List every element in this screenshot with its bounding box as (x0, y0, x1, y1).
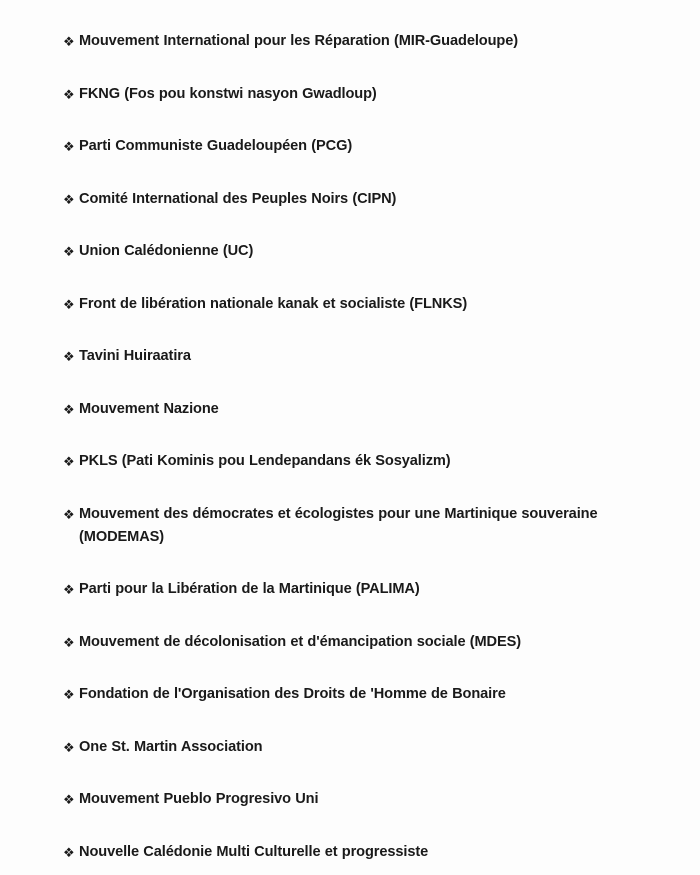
diamond-bullet-icon: ❖ (63, 454, 75, 469)
diamond-bullet-icon: ❖ (63, 191, 75, 207)
list-item (40, 293, 660, 316)
diamond-bullet-icon: ❖ (63, 506, 75, 522)
list-item (40, 788, 660, 811)
diamond-bullet-icon: ❖ (63, 582, 75, 597)
organization-list (40, 30, 660, 864)
list-item-label: Mouvement Nazione (79, 400, 219, 417)
diamond-bullet-icon: ❖ (63, 844, 75, 860)
diamond-bullet-icon: ❖ (63, 401, 75, 417)
list-item-label: Front de libération nationale kanak et socialiste (FLNKS) (79, 295, 468, 312)
list-item (40, 503, 660, 549)
list-item-label: Comité International des Peuples Noirs (CIPN) (79, 190, 397, 207)
list-item (40, 188, 660, 211)
diamond-bullet-icon: ❖ (63, 687, 75, 702)
list-item (40, 450, 660, 473)
list-item (40, 683, 660, 706)
diamond-bullet-icon: ❖ (63, 739, 75, 755)
list-item-label: One St. Martin Association (79, 738, 263, 755)
list-item-label: Parti Communiste Guadeloupéen (PCG) (79, 138, 353, 154)
list-item-label: Parti pour la Libération de la Martinique (PALIMA) (79, 581, 420, 597)
list-item (40, 345, 660, 368)
list-item (40, 135, 660, 158)
list-item-label: Mouvement des démocrates et écologistes pour une Martinique souveraine (MODEMAS) (79, 505, 598, 545)
list-item (40, 631, 660, 654)
diamond-bullet-icon: ❖ (63, 86, 75, 102)
list-item (40, 398, 660, 421)
list-item (40, 578, 660, 601)
list-item-label: PKLS (Pati Kominis pou Lendepandans ék Sosyalizm) (79, 453, 451, 469)
list-item-label: Mouvement Pueblo Progresivo Uni (79, 791, 319, 807)
list-item (40, 841, 660, 864)
diamond-bullet-icon: ❖ (63, 34, 75, 49)
list-item-label: Union Calédonienne (UC) (79, 243, 254, 259)
list-item (40, 240, 660, 263)
list-item-label: Mouvement International pour les Réparation (MIR-Guadeloupe) (79, 33, 519, 49)
diamond-bullet-icon: ❖ (63, 139, 75, 154)
diamond-bullet-icon: ❖ (63, 244, 75, 259)
list-item-label: FKNG (Fos pou konstwi nasyon Gwadloup) (79, 85, 377, 102)
diamond-bullet-icon: ❖ (63, 349, 75, 364)
list-item (40, 30, 660, 53)
diamond-bullet-icon: ❖ (63, 634, 75, 650)
list-item-label: Tavini Huiraatira (79, 348, 191, 364)
list-item-label: Mouvement de décolonisation et d'émancipation sociale (MDES) (79, 633, 522, 650)
list-item (40, 83, 660, 106)
list-item (40, 736, 660, 759)
diamond-bullet-icon: ❖ (63, 792, 75, 807)
list-item-label: Fondation de l'Organisation des Droits de 'Homme de Bonaire (79, 686, 506, 702)
list-item-label: Nouvelle Calédonie Multi Culturelle et progressiste (79, 843, 429, 860)
diamond-bullet-icon: ❖ (63, 296, 75, 312)
